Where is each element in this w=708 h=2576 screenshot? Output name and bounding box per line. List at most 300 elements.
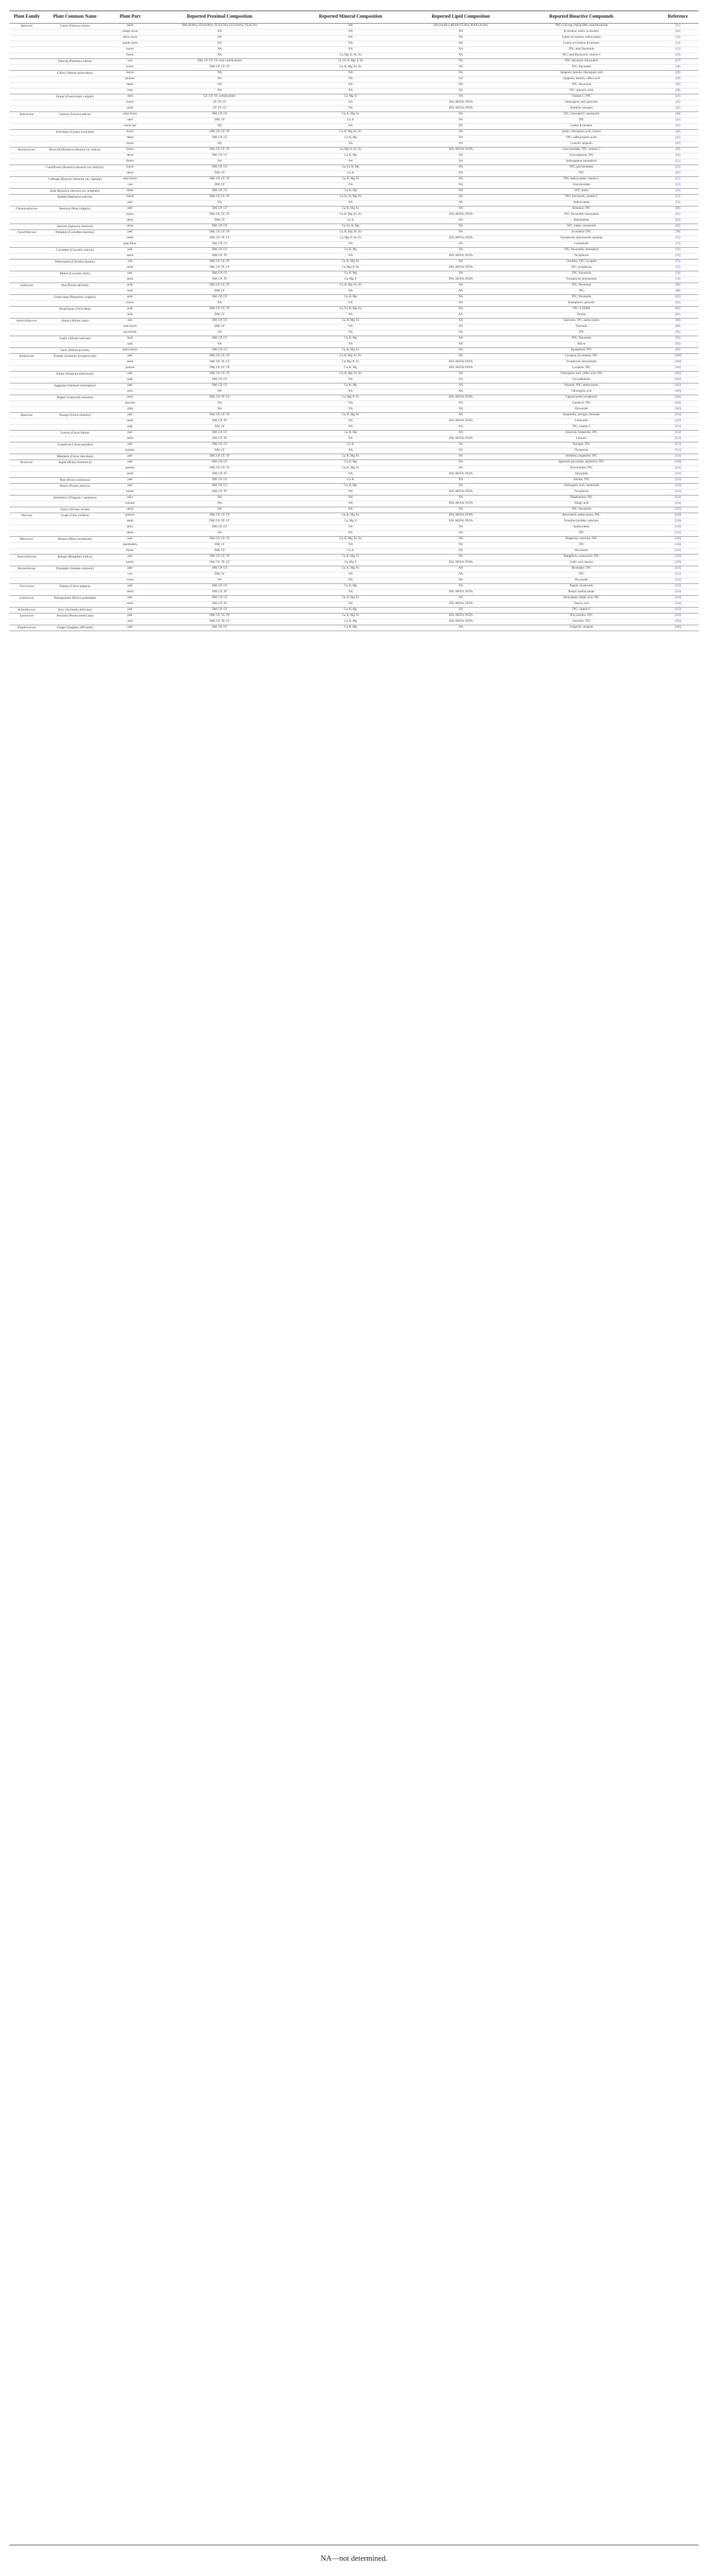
family-cell: [9, 519, 44, 524]
reference-link[interactable]: [124]: [657, 495, 699, 501]
reference-link[interactable]: [104]: [657, 395, 699, 401]
reference-link[interactable]: [20]: [657, 82, 699, 88]
reference-link[interactable]: [16]: [657, 52, 699, 58]
reference-link[interactable]: [52]: [657, 170, 699, 176]
reference-link[interactable]: [52]: [657, 165, 699, 170]
plant-part-cell: skin: [106, 318, 155, 324]
bioactive-cell: TPC: [506, 117, 657, 123]
plant-name-cell: Pineapple (Ananas comosus): [44, 566, 106, 572]
lipid-cell: NA: [416, 206, 506, 212]
plant-name-cell: [44, 342, 106, 347]
proximal-cell: DM; CP; CF; TF: [154, 513, 285, 519]
plant-name-cell: [44, 47, 106, 52]
lipid-cell: NA: [416, 224, 506, 229]
proximal-cell: DM; CP: [154, 548, 285, 554]
bioactive-cell: Ellagic acid: [506, 501, 657, 507]
table-row: [9, 536, 699, 542]
lipid-cell: NA: [416, 572, 506, 577]
reference-link[interactable]: [131]: [657, 524, 699, 530]
bioactive-cell: Procyanidins; TPC: [506, 613, 657, 619]
reference-link[interactable]: [82]: [657, 312, 699, 318]
family-cell: [9, 135, 44, 141]
plant-name-cell: Broccoli (Brassica oleracea var. italica): [44, 147, 106, 153]
proximal-cell: DM; CP: [154, 182, 285, 188]
family-cell: [9, 306, 44, 312]
proximal-cell: DM; CP; CF; TF: [154, 365, 285, 371]
table-row: [9, 401, 699, 406]
reference-link[interactable]: [103]: [657, 389, 699, 395]
reference-link[interactable]: [82]: [657, 306, 699, 312]
family-cell: [9, 94, 44, 100]
table-row: [9, 141, 699, 147]
reference-link[interactable]: [61]: [657, 212, 699, 218]
lipid-cell: SFA; MUFA; PUFA: [416, 589, 506, 595]
plant-part-cell: flower: [106, 52, 155, 58]
proximal-cell: DM; CP; CF: [154, 595, 285, 601]
plant-name-cell: [44, 64, 106, 70]
table-row: [9, 324, 699, 330]
proximal-cell: CP; TF; CF: [154, 100, 285, 106]
plant-part-cell: green leaves: [106, 347, 155, 353]
reference-link[interactable]: [42]: [657, 129, 699, 135]
bioactive-cell: TPC; glucosinolates: [506, 165, 657, 170]
proximal-cell: DM; CP; CF; TF: [154, 412, 285, 418]
proximal-cell: DM; CP: [154, 117, 285, 123]
bioactive-cell: Lutein; α-carotene; β-carotene: [506, 41, 657, 47]
family-cell: [9, 424, 44, 430]
proximal-cell: DM; CP; TF; CF: [154, 395, 285, 401]
plant-part-cell: peel: [106, 200, 155, 206]
reference-link[interactable]: [92]: [657, 342, 699, 347]
mineral-cell: Ca; Mg; P; Zn: [285, 359, 416, 365]
mineral-cell: Ca; K; Mg; Fe: [285, 513, 416, 519]
bioactive-cell: Proanthocyanidins; catechins: [506, 519, 657, 524]
plant-part-cell: pomace: [106, 365, 155, 371]
lipid-cell: SFA; MUFA; PUFA: [416, 613, 506, 619]
family-cell: Amaryllidaceae: [9, 318, 44, 324]
reference-link[interactable]: [22]: [657, 106, 699, 111]
plant-name-cell: [44, 235, 106, 241]
lipid-cell: NA: [416, 424, 506, 430]
bioactive-cell: TPC; flavonoids: [506, 336, 657, 342]
plant-name-cell: [44, 619, 106, 625]
plant-name-cell: Cherry (Prunus avium): [44, 507, 106, 513]
mineral-cell: NA: [285, 577, 416, 583]
reference-link[interactable]: [141]: [657, 548, 699, 554]
reference-link[interactable]: [160]: [657, 625, 699, 631]
reference-link[interactable]: [54]: [657, 188, 699, 194]
plant-part-cell: peel: [106, 483, 155, 489]
lipid-cell: NA: [416, 477, 506, 483]
lipid-cell: NA: [416, 52, 506, 58]
reference-link[interactable]: [51]: [657, 159, 699, 165]
family-cell: [9, 100, 44, 106]
bioactive-cell: Chlorogenic acid; carotenoids: [506, 483, 657, 489]
table-footnote: NA—not determined.: [320, 2554, 388, 2562]
proximal-cell: DM; CP; CF: [154, 241, 285, 247]
reference-link[interactable]: [93]: [657, 347, 699, 353]
reference-link[interactable]: [125]: [657, 507, 699, 513]
plant-name-cell: Cucumber (Cucumis sativus): [44, 247, 106, 253]
reference-link[interactable]: [100]: [657, 353, 699, 359]
plant-part-cell: florets: [106, 159, 155, 165]
plant-part-cell: peel: [106, 353, 155, 359]
bioactive-cell: Papain; carotenoids: [506, 583, 657, 589]
reference-link[interactable]: [113]: [657, 448, 699, 454]
table-row: [9, 530, 699, 536]
mineral-cell: Ca; Mg; P; Zn: [285, 265, 416, 271]
reference-link[interactable]: [123]: [657, 483, 699, 489]
family-cell: [9, 471, 44, 477]
reference-link[interactable]: [130]: [657, 519, 699, 524]
reference-link[interactable]: [100]: [657, 359, 699, 365]
family-cell: [9, 383, 44, 389]
table-row: [9, 448, 699, 454]
reference-link[interactable]: [110]: [657, 418, 699, 424]
lipid-cell: NA: [416, 412, 506, 418]
family-cell: [9, 442, 44, 448]
bioactive-cell: Dopamine; catechins; TPC: [506, 536, 657, 542]
family-cell: [9, 377, 44, 383]
reference-link[interactable]: [42]: [657, 135, 699, 141]
mineral-cell: Ca; K; Mg; Fe: [285, 613, 416, 619]
reference-link[interactable]: [81]: [657, 300, 699, 306]
mineral-cell: NA: [285, 542, 416, 548]
reference-link[interactable]: [53]: [657, 176, 699, 182]
plant-name-cell: [44, 117, 106, 123]
reference-link[interactable]: [14]: [657, 29, 699, 35]
plant-name-cell: Eggplant (Solanum melongena): [44, 383, 106, 389]
bioactive-cell: TPC: [506, 170, 657, 176]
family-cell: [9, 212, 44, 218]
proximal-cell: DM; CP; TF: [154, 253, 285, 259]
plant-name-cell: [44, 524, 106, 530]
family-cell: [9, 589, 44, 595]
reference-link[interactable]: [121]: [657, 471, 699, 477]
reference-link[interactable]: [121]: [657, 465, 699, 471]
reference-link[interactable]: [17]: [657, 58, 699, 64]
lipid-cell: NA: [416, 271, 506, 277]
bioactive-cell: TPC: [506, 530, 657, 536]
proximal-cell: DM; CP; CF; TF: [154, 306, 285, 312]
bioactive-cell: TPC; tocopherols: [506, 265, 657, 271]
plant-name-cell: Tomato (Solanum lycopersicum): [44, 353, 106, 359]
bioactive-cell: TPC; lutein; carotenoids: [506, 224, 657, 229]
reference-link[interactable]: [71]: [657, 235, 699, 241]
reference-link[interactable]: [104]: [657, 401, 699, 406]
reference-link[interactable]: [130]: [657, 513, 699, 519]
reference-link[interactable]: [154]: [657, 601, 699, 607]
mineral-cell: Ca; K; Mg; Fe; Zn: [285, 64, 416, 70]
plant-part-cell: stems: [106, 82, 155, 88]
lipid-cell: NA: [416, 135, 506, 141]
lipid-cell: NA: [416, 41, 506, 47]
mineral-cell: Ca; K; Mg; Fe; Zn: [285, 129, 416, 135]
family-cell: Caricaceae: [9, 583, 44, 589]
table-row: [9, 247, 699, 253]
reference-link[interactable]: [102]: [657, 377, 699, 383]
reference-link[interactable]: [22]: [657, 100, 699, 106]
reference-link[interactable]: [21]: [657, 94, 699, 100]
table-row: [9, 70, 699, 76]
reference-link[interactable]: [55]: [657, 200, 699, 206]
family-cell: Solanaceae: [9, 353, 44, 359]
proximal-cell: DM; CP; TF: [154, 589, 285, 595]
reference-link[interactable]: [113]: [657, 442, 699, 448]
proximal-cell: NA: [154, 76, 285, 82]
lipid-cell: NA: [416, 70, 506, 76]
family-cell: [9, 483, 44, 489]
mineral-cell: Ca; Mg; K; Fe; Zn: [285, 52, 416, 58]
reference-link[interactable]: [151]: [657, 566, 699, 572]
table-row: [9, 241, 699, 247]
lipid-cell: NA: [416, 536, 506, 542]
table-row: [9, 52, 699, 58]
bioactive-cell: Lutein; β-carotene: [506, 123, 657, 129]
reference-link[interactable]: [150]: [657, 554, 699, 560]
reference-link[interactable]: [152]: [657, 577, 699, 583]
bioactive-cell: TPC; flavonoids: [506, 64, 657, 70]
table-header-row: [9, 11, 699, 24]
table-row: [9, 129, 699, 135]
family-cell: [9, 489, 44, 495]
plant-part-cell: stems: [106, 218, 155, 224]
table-row: [9, 625, 699, 631]
reference-link[interactable]: [14]: [657, 41, 699, 47]
table-row: [9, 294, 699, 300]
bioactive-cell: TPC; lutein: [506, 188, 657, 194]
proximal-cell: DM; CP; CF; TF: [154, 283, 285, 288]
table-row: [9, 23, 699, 29]
table-row: [9, 353, 699, 359]
proximal-cell: NA: [154, 501, 285, 507]
reference-link[interactable]: [18]: [657, 64, 699, 70]
reference-link[interactable]: [91]: [657, 330, 699, 336]
reference-link[interactable]: [124]: [657, 501, 699, 507]
mineral-cell: Ca; K: [285, 477, 416, 483]
reference-link[interactable]: [74]: [657, 277, 699, 283]
reference-link[interactable]: [156]: [657, 613, 699, 619]
table-row: [9, 200, 699, 206]
reference-link[interactable]: [114]: [657, 454, 699, 460]
reference-link[interactable]: [71]: [657, 241, 699, 247]
plant-name-cell: Lemon (Citrus limon): [44, 430, 106, 436]
reference-link[interactable]: [61]: [657, 218, 699, 224]
family-cell: Chenopodiaceae: [9, 206, 44, 212]
reference-link[interactable]: [15]: [657, 47, 699, 52]
plant-name-cell: Carrot (Daucus carota): [44, 23, 106, 29]
bioactive-cell: Lycopene; TPC: [506, 365, 657, 371]
lipid-cell: NA: [416, 47, 506, 52]
mineral-cell: NA: [285, 141, 416, 147]
reference-link[interactable]: [41]: [657, 117, 699, 123]
proximal-cell: DM; CP; CF; TF: [154, 194, 285, 200]
reference-link[interactable]: [111]: [657, 424, 699, 430]
reference-link[interactable]: [154]: [657, 595, 699, 601]
reference-link[interactable]: [110]: [657, 412, 699, 418]
reference-link[interactable]: [73]: [657, 259, 699, 265]
reference-link[interactable]: [14]: [657, 35, 699, 41]
family-cell: [9, 477, 44, 483]
plant-part-cell: peel: [106, 583, 155, 589]
plant-name-cell: Onion (Allium cepa): [44, 318, 106, 324]
reference-link[interactable]: [90]: [657, 324, 699, 330]
plant-name-cell: Broad bean (Vicia faba): [44, 306, 106, 312]
mineral-cell: NA: [285, 70, 416, 76]
family-cell: [9, 465, 44, 471]
reference-link[interactable]: [122]: [657, 477, 699, 483]
plant-part-cell: peel: [106, 607, 155, 613]
mineral-cell: Ca; Mg; P; Zn; Fe: [285, 235, 416, 241]
reference-link[interactable]: [90]: [657, 318, 699, 324]
reference-link[interactable]: [102]: [657, 371, 699, 377]
reference-link[interactable]: [101]: [657, 365, 699, 371]
reference-link[interactable]: [150]: [657, 560, 699, 566]
family-cell: Bromeliaceae: [9, 566, 44, 572]
reference-link[interactable]: [53]: [657, 182, 699, 188]
proximal-cell: NA: [154, 41, 285, 47]
reference-link[interactable]: [55]: [657, 194, 699, 200]
proximal-cell: DM; CP; CF; TF: [154, 259, 285, 265]
mineral-cell: NA: [285, 489, 416, 495]
table-row: [9, 436, 699, 442]
plant-part-cell: calyx: [106, 389, 155, 395]
family-cell: [9, 448, 44, 454]
reference-link[interactable]: [80]: [657, 283, 699, 288]
family-cell: [9, 524, 44, 530]
reference-link[interactable]: [19]: [657, 76, 699, 82]
reference-link[interactable]: [92]: [657, 336, 699, 342]
table-row: [9, 318, 699, 324]
bioactive-cell: Capsaicinoids; tocopherols: [506, 395, 657, 401]
lipid-cell: NA: [416, 524, 506, 530]
reference-link[interactable]: [80]: [657, 288, 699, 294]
bioactive-cell: TPC; anthocyanins; vitamin C: [506, 176, 657, 182]
reference-link[interactable]: [43]: [657, 141, 699, 147]
reference-link[interactable]: [103]: [657, 383, 699, 389]
reference-link[interactable]: [72]: [657, 247, 699, 253]
reference-link[interactable]: [156]: [657, 619, 699, 625]
reference-link[interactable]: [131]: [657, 530, 699, 536]
family-cell: [9, 52, 44, 58]
reference-link[interactable]: [41]: [657, 123, 699, 129]
family-cell: [9, 182, 44, 188]
reference-link[interactable]: [20]: [657, 88, 699, 94]
lipid-cell: NA: [416, 324, 506, 330]
proximal-cell: DM; CF: [154, 542, 285, 548]
reference-link[interactable]: [73]: [657, 265, 699, 271]
reference-link[interactable]: [60]: [657, 206, 699, 212]
reference-link[interactable]: [40]: [657, 111, 699, 117]
proximal-cell: DM; CP; CF: [154, 247, 285, 253]
mineral-cell: Ca; K; Mg; Fe: [285, 465, 416, 471]
reference-link[interactable]: [105]: [657, 406, 699, 412]
plant-part-cell: skins: [106, 524, 155, 530]
family-cell: Zingiberaceae: [9, 625, 44, 631]
plant-part-cell: peel: [106, 442, 155, 448]
bioactive-cell: Glucosinolates: [506, 182, 657, 188]
reference-link[interactable]: [74]: [657, 271, 699, 277]
reference-link[interactable]: [123]: [657, 489, 699, 495]
reference-link[interactable]: [70]: [657, 229, 699, 235]
table-row: [9, 359, 699, 365]
lipid-cell: SFA; MUFA; PUFA: [416, 277, 506, 283]
reference-link[interactable]: [62]: [657, 224, 699, 229]
family-cell: [9, 406, 44, 412]
table-row: [9, 170, 699, 176]
bioactive-cell: TPC; vitamin C: [506, 424, 657, 430]
lipid-cell: NA: [416, 111, 506, 117]
family-cell: [9, 359, 44, 365]
family-cell: [9, 324, 44, 330]
family-cell: [9, 371, 44, 377]
reference-link[interactable]: [112]: [657, 430, 699, 436]
reference-link[interactable]: [81]: [657, 294, 699, 300]
plant-part-cell: outer layers: [106, 324, 155, 330]
reference-link[interactable]: [155]: [657, 607, 699, 613]
reference-link[interactable]: [112]: [657, 436, 699, 442]
reference-link[interactable]: [13]: [657, 23, 699, 29]
proximal-cell: DM; CP; CF: [154, 347, 285, 353]
plant-name-cell: [44, 489, 106, 495]
table-row: [9, 548, 699, 554]
reference-link[interactable]: [50]: [657, 147, 699, 153]
bioactive-cell: Chlorogenic acid; caffeic acid; TPC: [506, 371, 657, 377]
plant-part-cell: leaves: [106, 141, 155, 147]
mineral-cell: Ca; K; Mg: [285, 460, 416, 465]
reference-link[interactable]: [153]: [657, 589, 699, 595]
mineral-cell: Ca; K; Mg: [285, 135, 416, 141]
bioactive-cell: Anthocyanins: [506, 524, 657, 530]
reference-link[interactable]: [140]: [657, 542, 699, 548]
family-cell: Brassicaceae: [9, 147, 44, 153]
plant-name-cell: [44, 277, 106, 283]
reference-link[interactable]: [19]: [657, 70, 699, 76]
table-row: [9, 330, 699, 336]
plant-part-cell: peel: [106, 566, 155, 572]
reference-link[interactable]: [151]: [657, 572, 699, 577]
mineral-cell: Ca; K; Mg; Fe; Zn: [285, 536, 416, 542]
plant-part-cell: roots: [106, 88, 155, 94]
plant-name-cell: Pomegranate (Punica granatum): [44, 595, 106, 601]
table-row: [9, 371, 699, 377]
table-row: [9, 288, 699, 294]
proximal-cell: DM; CP; CF: [154, 583, 285, 589]
plant-part-cell: leaves: [106, 100, 155, 106]
reference-link[interactable]: [50]: [657, 153, 699, 159]
proximal-cell: DM; CP; CF: [154, 135, 285, 141]
table-row: [9, 47, 699, 52]
plant-name-cell: [44, 560, 106, 566]
reference-link[interactable]: [140]: [657, 536, 699, 542]
bioactive-cell: TPC; total flavonoids: [506, 47, 657, 52]
mineral-cell: Ca; K; Mg: [285, 294, 416, 300]
lipid-cell: NA: [416, 241, 506, 247]
reference-link[interactable]: [120]: [657, 460, 699, 465]
table-row: [9, 572, 699, 577]
family-cell: [9, 577, 44, 583]
plant-part-cell: leaves: [106, 165, 155, 170]
lipid-cell: NA: [416, 82, 506, 88]
mineral-cell: Ca; K; Mg; Fe: [285, 595, 416, 601]
proximal-cell: DM; CP; CF: [154, 477, 285, 483]
reference-link[interactable]: [72]: [657, 253, 699, 259]
reference-link[interactable]: [153]: [657, 583, 699, 589]
mineral-cell: NA: [285, 589, 416, 595]
plant-name-cell: [44, 471, 106, 477]
proximal-cell: NA: [154, 88, 285, 94]
lipid-cell: NA: [416, 283, 506, 288]
